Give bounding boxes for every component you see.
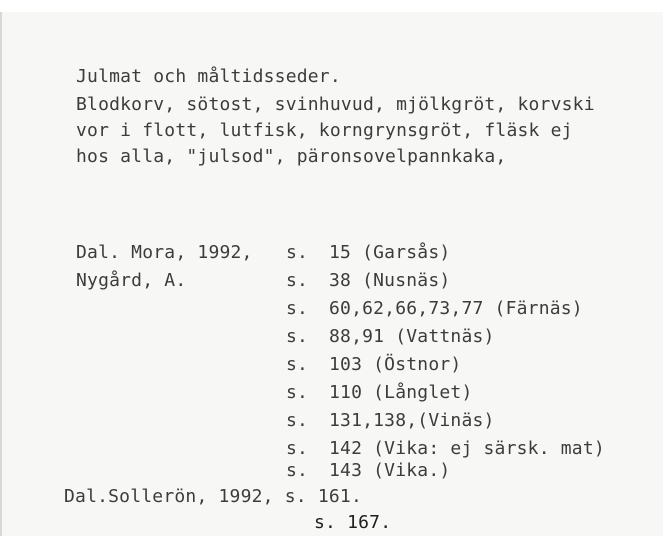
index-card — [0, 12, 663, 536]
ref-pages-4: 88,91 (Vattnäs) — [329, 326, 495, 347]
body-line-2: vor i flott, lutfisk, korngrynsgröt, fläsk ej — [76, 120, 573, 141]
ref-s-5: s. — [286, 354, 309, 375]
ref-pages-3: 60,62,66,73,77 (Färnäs) — [329, 298, 583, 319]
ref-pages-9: 143 (Vika.) — [329, 460, 451, 481]
ref-s-3: s. — [286, 298, 309, 319]
source-place: Dal. Mora, 1992, — [76, 242, 253, 263]
ref-pages-1: 15 (Garsås) — [329, 242, 451, 263]
ref-s-2: s. — [286, 270, 309, 291]
ref-s-8: s. — [286, 438, 309, 459]
ref-s-9: s. — [286, 460, 309, 481]
source-author: Nygård, A. — [76, 270, 187, 291]
ref-s-6: s. — [286, 382, 309, 403]
ref-pages-7: 131,138,(Vinäs) — [329, 410, 495, 431]
ref-s-4: s. — [286, 326, 309, 347]
body-line-3: hos alla, "julsod", päronsovelpannkaka, — [76, 146, 507, 167]
ref-s-7: s. — [286, 410, 309, 431]
source2-extra: s. 167. — [314, 512, 392, 533]
source2-line: Dal.Sollerön, 1992, s. 161. — [64, 486, 362, 507]
ref-pages-5: 103 (Östnor) — [329, 354, 462, 375]
card-heading: Julmat och måltidsseder. — [76, 66, 341, 87]
ref-pages-6: 110 (Långlet) — [329, 382, 473, 403]
ref-s-1: s. — [286, 242, 309, 263]
ref-pages-2: 38 (Nusnäs) — [329, 270, 451, 291]
ref-pages-8: 142 (Vika: ej särsk. mat) — [329, 438, 605, 459]
body-line-1: Blodkorv, sötost, svinhuvud, mjölkgröt, korvski — [76, 94, 595, 115]
